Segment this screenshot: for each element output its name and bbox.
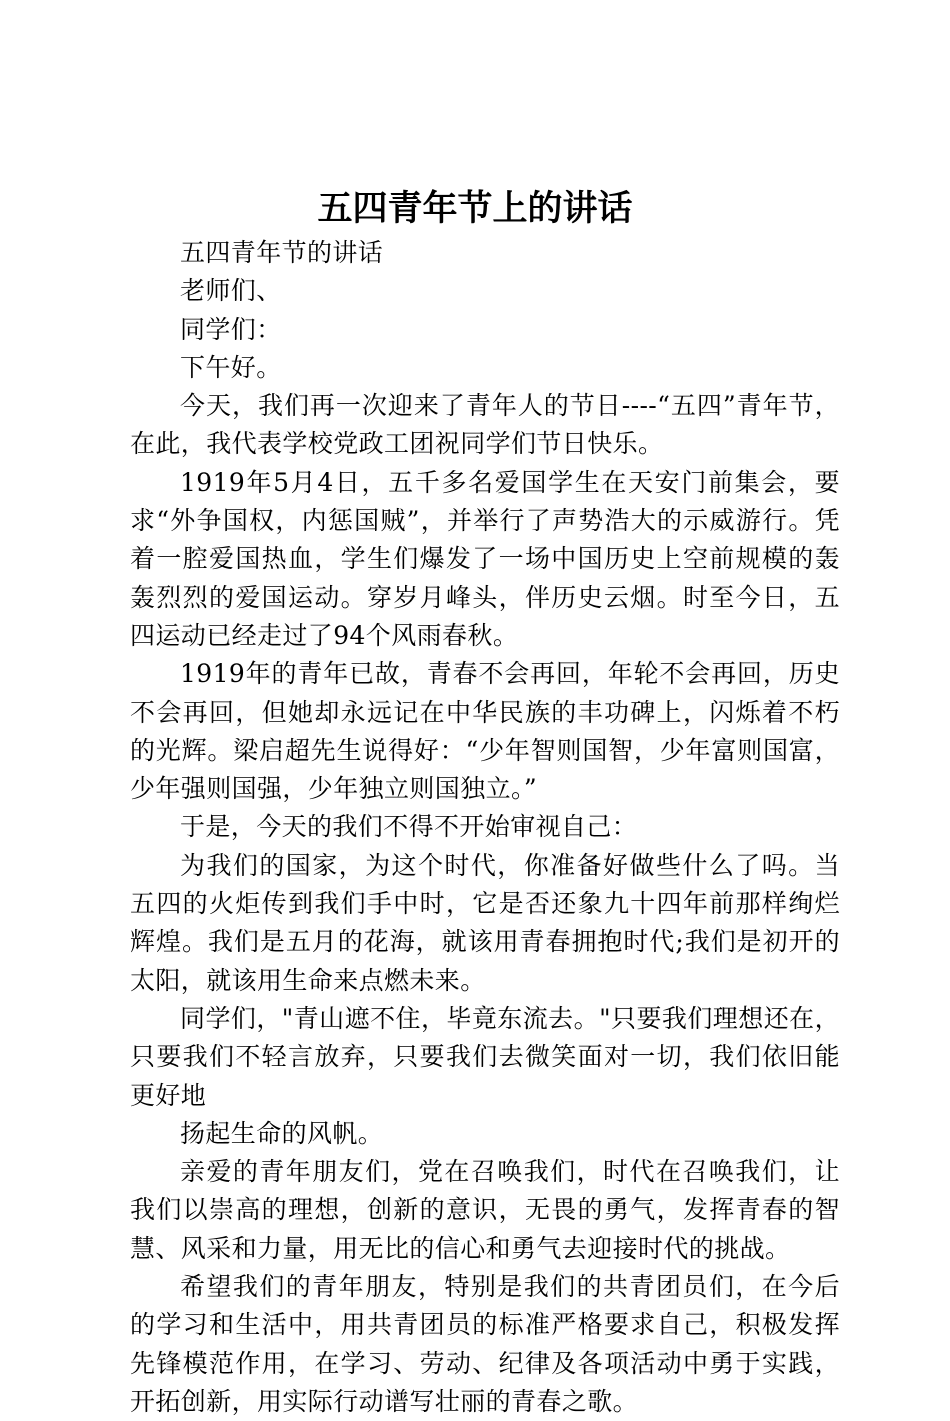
document-body xyxy=(130,234,840,1421)
paragraph-salutation-students: 同学们： xyxy=(180,314,282,344)
paragraph-question: 为我们的国家，为这个时代，你准备好做些什么了吗。当五四的火炬传到我们手中时，它是否还象九十四年前那样绚烂辉煌。我们是五月的花海，就该用青春拥抱时代;我们是初开的太阳，就该用生命来点燃未来。 xyxy=(130,850,840,995)
paragraph-ideals: 同学们，"青山遮不住，毕竟东流去。"只要我们理想还在，只要我们不轻言放弃，只要我们去微笑面对一切，我们依旧能更好地 xyxy=(130,1003,840,1110)
paragraph-self-reflection: 于是，今天的我们不得不开始审视自己： xyxy=(180,812,638,842)
document-title: 五四青年节上的讲话 xyxy=(317,188,633,229)
paragraph-salutation-teachers: 老师们、 xyxy=(180,276,282,306)
paragraph-call: 亲爱的青年朋友们，党在召唤我们，时代在召唤我们，让我们以崇高的理想，创新的意识，无畏的勇气，发挥青春的智慧、风采和力量，用无比的信心和勇气去迎接时代的挑战。 xyxy=(130,1157,840,1263)
paragraph-greeting: 下午好。 xyxy=(180,352,282,382)
paragraph-youth-1919: 1919年的青年已故，青春不会再回，年轮不会再回，历史不会再回，但她却永远记在中华民族的丰功碑上，闪烁着不朽的光辉。梁启超先生说得好：“少年智则国智，少年富则国富，少年强则国强，少年独立则国独立。” xyxy=(130,659,840,804)
paragraph-hope: 希望我们的青年朋友，特别是我们的共青团员们，在今后的学习和生活中，用共青团员的标准严格要求自己，积极发挥先锋模范作用，在学习、劳动、纪律及各项活动中勇于实践，开拓创新，用实际行动谱写壮丽的青春之歌。 xyxy=(130,1272,840,1416)
paragraph-heading: 五四青年节的讲话 xyxy=(180,238,384,267)
paragraph-opening: 今天，我们再一次迎来了青年人的节日----“五四”青年节，在此，我代表学校党政工团祝同学们节日快乐。 xyxy=(130,391,840,459)
paragraph-sail: 扬起生命的风帆。 xyxy=(180,1118,384,1148)
paragraph-history: 1919年5月4日，五千多名爱国学生在天安门前集会，要求“外争国权，内惩国贼”，并举行了声势浩大的示威游行。凭着一腔爱国热血，学生们爆发了一场中国历史上空前规模的轰轰烈烈的爱国运动。穿岁月峰头，伴历史云烟。时至今日，五四运动已经走过了94个风雨春秋。 xyxy=(130,467,840,650)
